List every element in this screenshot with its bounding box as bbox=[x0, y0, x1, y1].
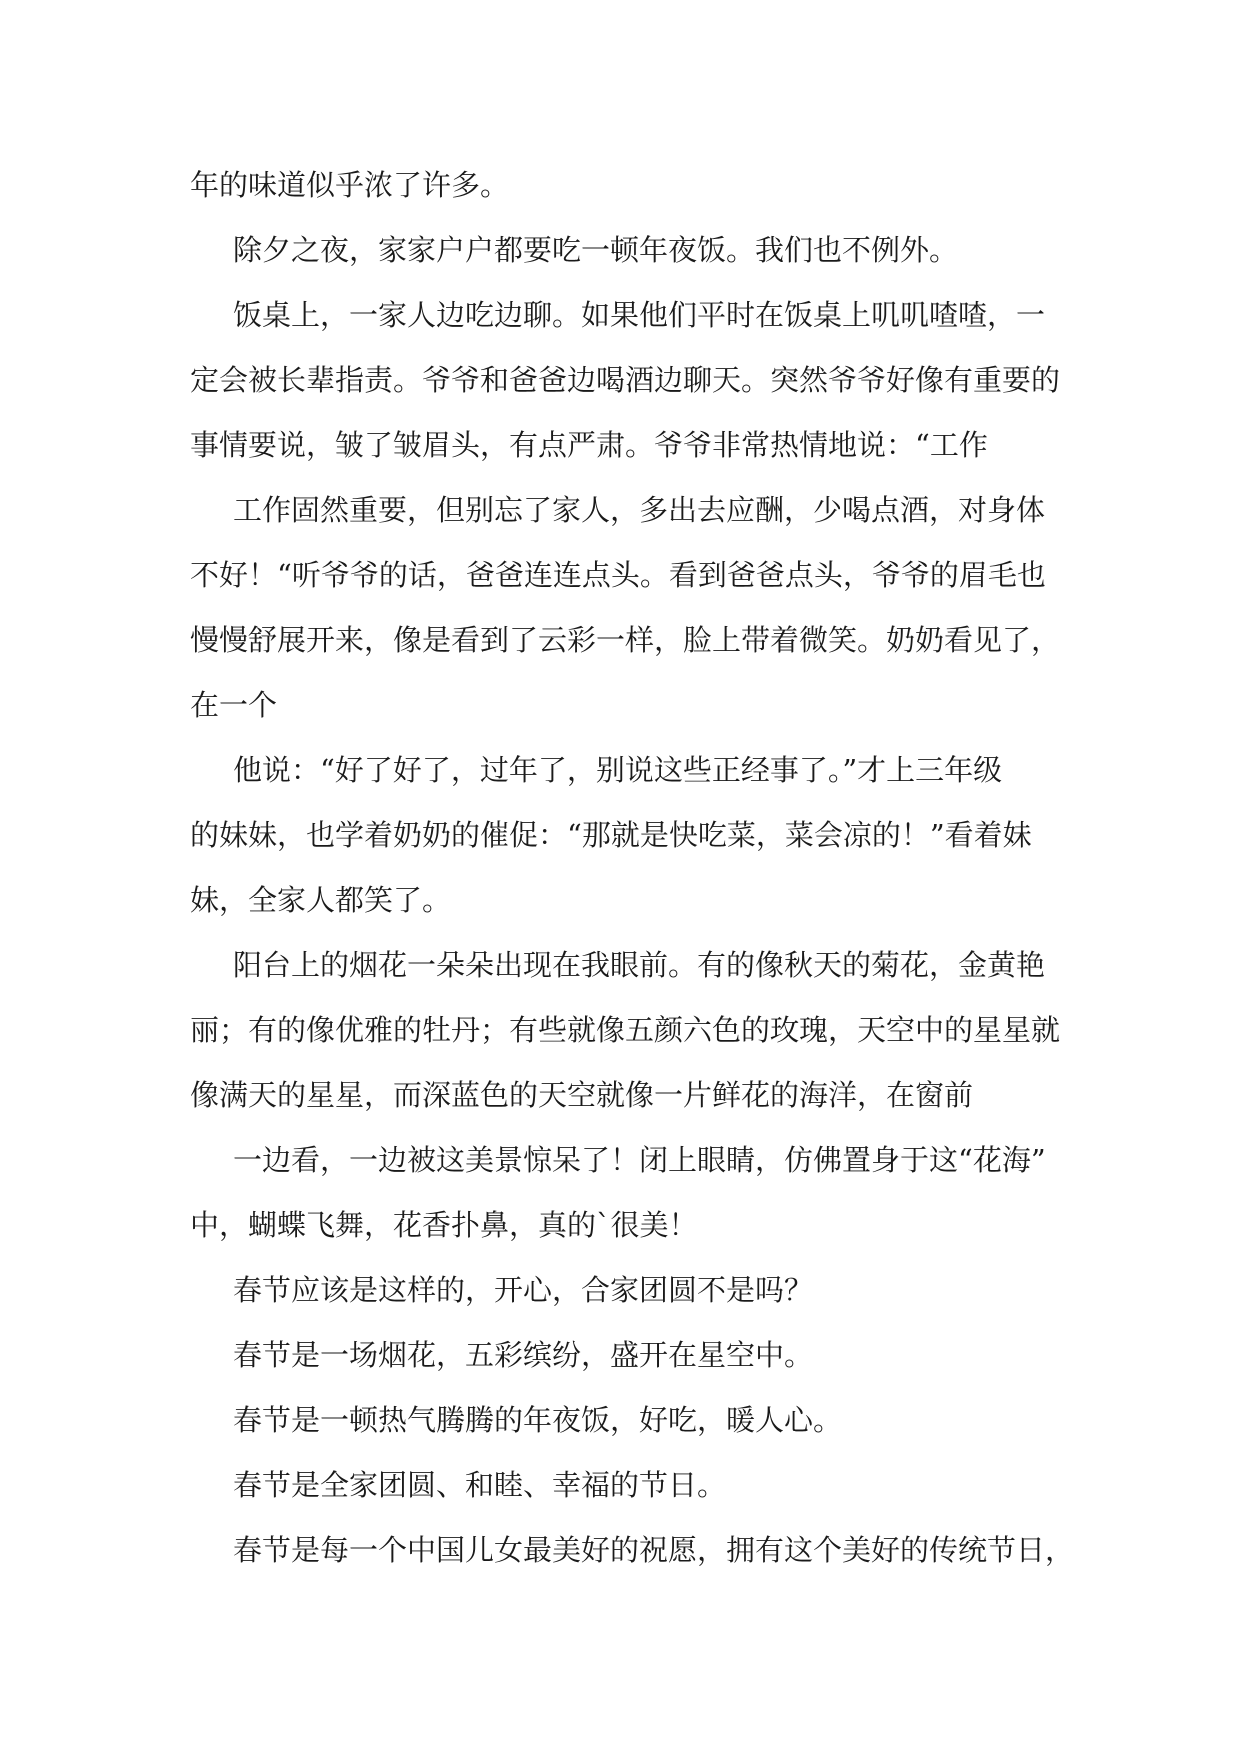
text-line: 定会被长辈指责。爷爷和爸爸边喝酒边聊天。突然爷爷好像有重要的 bbox=[190, 363, 1061, 397]
text-line: 春节是一场烟花，五彩缤纷，盛开在星空中。 bbox=[233, 1338, 814, 1372]
text-line: 不好！“听爷爷的话，爸爸连连点头。看到爸爸点头，爷爷的眉毛也 bbox=[190, 558, 1046, 592]
text-line: 饭桌上，一家人边吃边聊。如果他们平时在饭桌上叽叽喳喳，一 bbox=[233, 298, 1046, 332]
text-line: 工作固然重要，但别忘了家人，多出去应酬，少喝点酒，对身体 bbox=[233, 493, 1046, 527]
text-line: 他说：“好了好了，过年了，别说这些正经事了。”才上三年级 bbox=[233, 753, 1003, 787]
text-line: 春节是一顿热气腾腾的年夜饭，好吃，暖人心。 bbox=[233, 1403, 843, 1437]
text-line: 慢慢舒展开来，像是看到了云彩一样，脸上带着微笑。奶奶看见了， bbox=[190, 623, 1061, 657]
text-line: 在一个 bbox=[190, 688, 278, 722]
text-line: 春节应该是这样的，开心，合家团圆不是吗？ bbox=[233, 1273, 814, 1307]
document-body bbox=[190, 153, 1075, 1583]
text-line: 春节是每一个中国儿女最美好的祝愿，拥有这个美好的传统节日， bbox=[233, 1533, 1075, 1567]
text-line: 中，蝴蝶飞舞，花香扑鼻，真的`很美！ bbox=[190, 1208, 698, 1242]
text-line: 的妹妹，也学着奶奶的催促：“那就是快吃菜，菜会凉的！”看着妹 bbox=[190, 818, 1032, 852]
text-line: 像满天的星星，而深蓝色的天空就像一片鲜花的海洋，在窗前 bbox=[190, 1078, 974, 1112]
text-line: 阳台上的烟花一朵朵出现在我眼前。有的像秋天的菊花，金黄艳 bbox=[233, 948, 1046, 982]
text-line: 丽；有的像优雅的牡丹；有些就像五颜六色的玫瑰，天空中的星星就 bbox=[190, 1013, 1061, 1047]
text-line: 除夕之夜，家家户户都要吃一顿年夜饭。我们也不例外。 bbox=[233, 233, 959, 267]
text-line: 妹，全家人都笑了。 bbox=[190, 883, 452, 917]
text-line: 年的味道似乎浓了许多。 bbox=[190, 168, 510, 202]
text-line: 一边看，一边被这美景惊呆了！闭上眼睛，仿佛置身于这“花海” bbox=[233, 1143, 1046, 1177]
text-line: 春节是全家团圆、和睦、幸福的节日。 bbox=[233, 1468, 727, 1502]
text-line: 事情要说，皱了皱眉头，有点严肃。爷爷非常热情地说：“工作 bbox=[190, 428, 988, 462]
